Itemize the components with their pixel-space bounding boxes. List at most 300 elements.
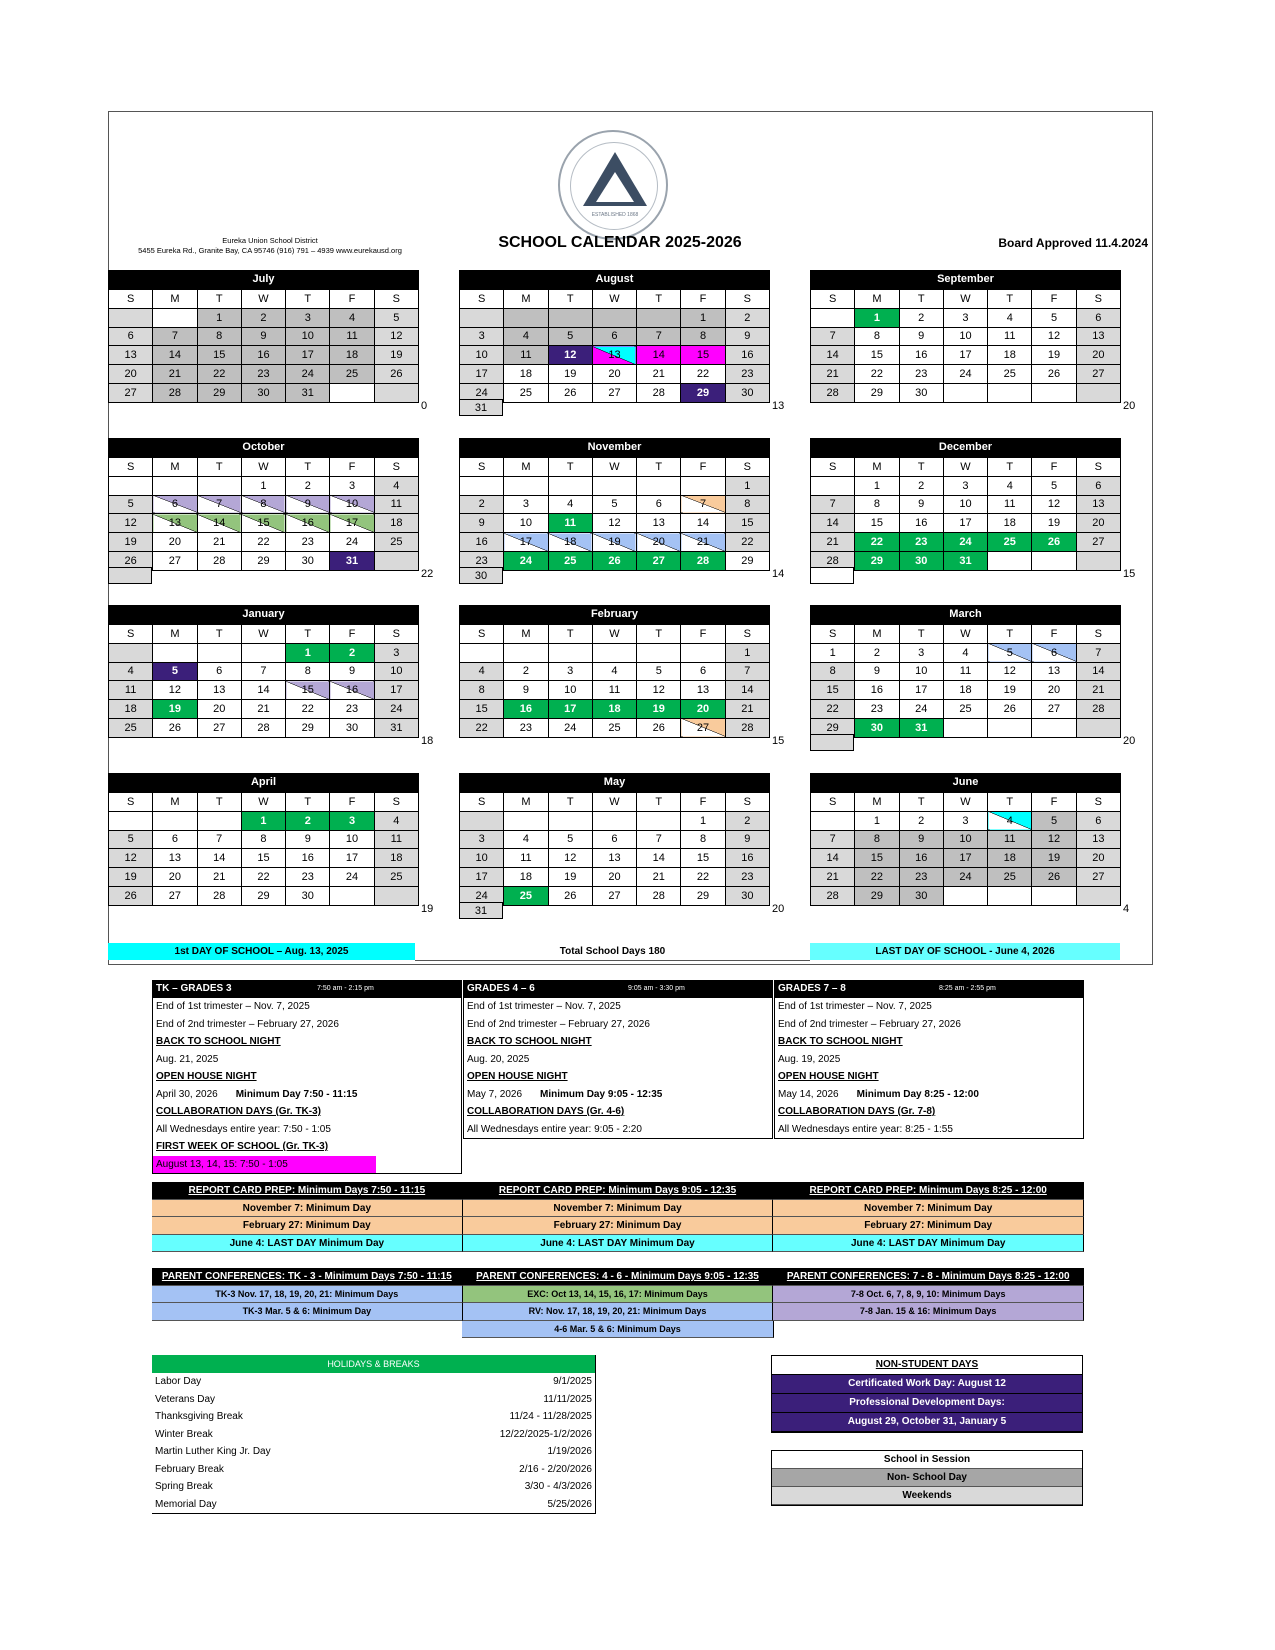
logo-established: ESTABLISHED 1868 [591, 212, 639, 218]
weekday-header: S [1076, 793, 1120, 812]
day-number: 11 [608, 684, 621, 697]
grade-section-heading [153, 1033, 461, 1051]
day-number: 9 [304, 833, 311, 846]
grade-section-heading [153, 1068, 461, 1086]
report-card-cell: June 4: LAST DAY Minimum Day [773, 1235, 1084, 1253]
day-cell [330, 681, 374, 700]
day-cell [460, 533, 504, 552]
day-number: 28 [741, 721, 754, 734]
day-number: 2 [873, 646, 880, 659]
day-cell [241, 365, 285, 384]
day-number: 18 [1003, 349, 1016, 362]
day-cell [1076, 495, 1120, 514]
day-cell [592, 533, 636, 552]
day-cell [725, 811, 769, 830]
day-number: 30 [301, 554, 314, 567]
day-number: 14 [213, 517, 226, 530]
holiday-name: Veterans Day [155, 1393, 216, 1405]
day-cell [681, 830, 725, 849]
day-cell [241, 700, 285, 719]
holiday-name: Spring Break [155, 1481, 213, 1492]
day-cell [811, 383, 855, 402]
day-cell [855, 551, 899, 570]
day-cell [681, 849, 725, 868]
grade-info-line [775, 998, 1083, 1016]
weekday-header: S [811, 290, 855, 309]
day-number: 23 [741, 871, 754, 884]
day-cell [460, 681, 504, 700]
day-cell [197, 365, 241, 384]
day-cell [1076, 643, 1120, 662]
day-cell [681, 811, 725, 830]
day-cell [811, 811, 855, 830]
day-cell [592, 681, 636, 700]
day-cell [286, 886, 330, 905]
day-cell [592, 365, 636, 384]
grade-line-text: OPEN HOUSE NIGHT [467, 1071, 568, 1082]
day-cell [855, 811, 899, 830]
day-cell [681, 662, 725, 681]
day-cell [504, 327, 548, 346]
day-number: 15 [870, 852, 884, 865]
day-cell [504, 514, 548, 533]
day-cell [637, 365, 681, 384]
grade-section-heading [464, 1033, 772, 1051]
day-number: 24 [959, 536, 972, 549]
grade-info-line [775, 1086, 1083, 1104]
day-cell [855, 868, 899, 887]
weekday-header: T [637, 458, 681, 477]
day-cell [548, 718, 592, 737]
day-cell [681, 327, 725, 346]
day-number: 2 [522, 665, 529, 678]
day-number: 26 [1047, 536, 1061, 549]
day-number: 26 [652, 721, 665, 734]
legend-non-school-day: Non- School Day [772, 1469, 1082, 1487]
day-cell [899, 681, 943, 700]
month-july [108, 270, 419, 403]
day-cell [197, 830, 241, 849]
day-number: 17 [915, 684, 928, 697]
day-number: 16 [741, 852, 754, 865]
day-cell [637, 830, 681, 849]
day-number: 9 [348, 665, 356, 678]
weekday-header: T [286, 458, 330, 477]
day-number: 2 [260, 311, 267, 324]
weekday-header: M [153, 625, 197, 644]
day-cell [241, 383, 285, 402]
day-number: 27 [1047, 703, 1061, 716]
day-cell [988, 365, 1032, 384]
day-cell [330, 383, 374, 402]
district-info [120, 236, 420, 256]
day-number: 22 [257, 536, 270, 549]
conference-header: PARENT CONFERENCES: TK - 3 - Minimum Days 7:50 - 11:15 [152, 1268, 463, 1286]
grade-info-line [153, 1016, 461, 1034]
day-cell [811, 868, 855, 887]
day-number: 24 [915, 703, 928, 716]
day-number: 23 [301, 871, 314, 884]
day-number: 31 [301, 386, 314, 399]
day-cell [153, 383, 197, 402]
month-school-day-count: 14 [772, 568, 785, 580]
day-cell [1076, 533, 1120, 552]
day-cell [1032, 346, 1076, 365]
day-number: 23 [519, 721, 533, 734]
day-cell [197, 718, 241, 737]
day-cell [681, 551, 725, 570]
weekday-header: M [504, 458, 548, 477]
day-number: 23 [915, 536, 928, 549]
grade-column [463, 980, 773, 1139]
day-number: 30 [915, 554, 928, 567]
day-number: 5 [393, 311, 400, 324]
grade-line-text: All Wednesdays entire year: 9:05 - 2:20 [467, 1123, 642, 1135]
weekday-header: S [374, 793, 418, 812]
month-may [459, 773, 770, 906]
day-number: 29 [257, 554, 270, 567]
day-number: 28 [1092, 703, 1105, 716]
day-number: 26 [390, 368, 403, 381]
day-number: 10 [345, 833, 359, 846]
grade-line-text: End of 2nd trimester – February 27, 2026 [156, 1018, 339, 1030]
day-cell [504, 383, 548, 402]
day-cell [109, 830, 153, 849]
day-number: 27 [213, 721, 226, 734]
day-cell [241, 718, 285, 737]
day-cell [1032, 718, 1076, 737]
day-number: 4 [611, 665, 618, 678]
grade-column [774, 980, 1084, 1139]
day-number: 6 [1050, 646, 1058, 659]
day-number: 25 [1003, 368, 1016, 381]
day-cell [943, 849, 987, 868]
day-number: 2 [348, 646, 356, 659]
day-cell [943, 662, 987, 681]
day-number: 29 [213, 386, 226, 399]
weekday-header: F [330, 793, 374, 812]
day-cell [286, 383, 330, 402]
grade-info-line [153, 1156, 376, 1174]
day-number: 9 [918, 498, 925, 511]
day-cell [460, 327, 504, 346]
day-cell [548, 886, 592, 905]
day-number: 20 [1047, 684, 1061, 697]
day-cell [241, 551, 285, 570]
day-cell [725, 643, 769, 662]
grade-line-text: August 13, 14, 15: 7:50 - 1:05 [156, 1158, 288, 1170]
day-cell [1076, 383, 1120, 402]
day-cell [681, 476, 725, 495]
day-number: 10 [475, 349, 488, 362]
day-number: 24 [345, 536, 359, 549]
weekday-header: M [504, 793, 548, 812]
day-number: 3 [918, 646, 925, 659]
day-cell [548, 383, 592, 402]
day-cell [374, 551, 418, 570]
day-cell [1032, 308, 1076, 327]
day-cell [197, 811, 241, 830]
holiday-name: February Break [155, 1463, 224, 1475]
legend-weekends: Weekends [772, 1487, 1082, 1505]
day-number: 11 [390, 498, 403, 511]
day-cell [197, 849, 241, 868]
day-cell [197, 643, 241, 662]
day-number: 27 [608, 386, 621, 399]
month-title: March [810, 605, 1121, 624]
day-cell [988, 662, 1032, 681]
day-cell [943, 383, 987, 402]
day-cell [855, 383, 899, 402]
day-number: 27 [1092, 368, 1105, 381]
report-card-header: REPORT CARD PREP: Minimum Days 7:50 - 11:15 [152, 1182, 463, 1200]
day-number: 21 [652, 368, 665, 381]
day-number: 13 [124, 349, 137, 362]
day-cell [943, 327, 987, 346]
day-cell [637, 811, 681, 830]
day-number: 6 [699, 665, 707, 678]
day-number: 27 [168, 554, 182, 567]
day-cell [1032, 643, 1076, 662]
day-number: 9 [918, 833, 925, 846]
day-cell [374, 514, 418, 533]
day-number: 12 [1003, 665, 1016, 678]
grade-info-line [464, 1121, 772, 1139]
conference-cell: TK-3 Mar. 5 & 6: Minimum Day [152, 1303, 463, 1321]
day-cell [855, 886, 899, 905]
grade-line-text: COLLABORATION DAYS (Gr. 7-8) [778, 1106, 936, 1117]
day-number: 17 [519, 536, 533, 549]
day-cell [109, 514, 153, 533]
day-number: 24 [959, 871, 972, 884]
grade-hours: 8:25 am - 2:55 pm [939, 985, 996, 992]
day-cell [855, 327, 899, 346]
day-number: 4 [1006, 479, 1013, 492]
day-cell [460, 811, 504, 830]
day-number: 3 [962, 311, 969, 324]
day-cell [725, 308, 769, 327]
grade-line-text: COLLABORATION DAYS (Gr. TK-3) [156, 1106, 322, 1117]
day-cell [637, 643, 681, 662]
day-cell [504, 495, 548, 514]
day-number: 29 [696, 386, 710, 399]
day-number: 7 [655, 330, 662, 343]
day-number: 8 [829, 665, 836, 678]
day-cell [504, 346, 548, 365]
day-cell [286, 718, 330, 737]
day-number: 12 [652, 684, 665, 697]
weekday-header: T [637, 793, 681, 812]
weekday-header: M [855, 793, 899, 812]
day-cell [460, 308, 504, 327]
parent-conferences-section [152, 1268, 1084, 1338]
grade-line-text: May 7, 2026 [467, 1088, 523, 1100]
day-cell [109, 868, 153, 887]
day-cell [153, 346, 197, 365]
day-cell [241, 346, 285, 365]
weekday-header: W [592, 793, 636, 812]
day-number: 18 [345, 349, 359, 362]
day-cell [460, 346, 504, 365]
day-cell [681, 308, 725, 327]
grade-section-heading [775, 1033, 1083, 1051]
day-cell [374, 681, 418, 700]
day-cell [1076, 365, 1120, 384]
day-cell [109, 365, 153, 384]
grade-info-line [464, 1086, 772, 1104]
day-cell [855, 718, 899, 737]
day-cell [1076, 346, 1120, 365]
grade-info-line [775, 1051, 1083, 1069]
day-cell [330, 346, 374, 365]
weekday-header: T [899, 290, 943, 309]
day-number: 17 [959, 852, 972, 865]
day-cell [725, 476, 769, 495]
day-number: 27 [608, 889, 621, 902]
day-cell [681, 533, 725, 552]
day-cell [241, 514, 285, 533]
day-number: 12 [390, 330, 403, 343]
day-cell [1076, 811, 1120, 830]
month-school-day-count: 0 [421, 400, 428, 412]
weekday-header: F [330, 458, 374, 477]
day-cell [899, 886, 943, 905]
day-cell [725, 700, 769, 719]
holiday-row [152, 1496, 595, 1514]
day-cell [1032, 327, 1076, 346]
month-title: September [810, 270, 1121, 289]
day-cell [504, 700, 548, 719]
day-number: 21 [1092, 684, 1105, 697]
month-january [108, 605, 419, 738]
day-cell [153, 551, 197, 570]
day-number: 20 [168, 871, 182, 884]
day-number: 30 [741, 386, 754, 399]
day-cell [504, 830, 548, 849]
day-number: 20 [124, 368, 137, 381]
weekday-header: W [943, 625, 987, 644]
day-cell [725, 849, 769, 868]
day-cell [725, 551, 769, 570]
day-cell [592, 886, 636, 905]
day-number: 21 [826, 871, 839, 884]
day-cell [460, 849, 504, 868]
day-number: 25 [564, 554, 577, 567]
overflow-day-cell: 30 [459, 567, 503, 584]
day-cell [1032, 811, 1076, 830]
day-number: 28 [696, 554, 710, 567]
weekday-header: S [460, 290, 504, 309]
day-number: 9 [478, 517, 485, 530]
day-cell [374, 308, 418, 327]
day-cell [637, 868, 681, 887]
day-number: 27 [1092, 536, 1105, 549]
day-number: 23 [915, 368, 928, 381]
day-number: 21 [741, 703, 754, 716]
day-number: 3 [962, 814, 969, 827]
day-cell [637, 476, 681, 495]
day-number: 5 [127, 833, 134, 846]
day-cell [374, 533, 418, 552]
day-cell [637, 383, 681, 402]
day-cell [197, 868, 241, 887]
day-number: 11 [346, 330, 358, 343]
day-cell [988, 551, 1032, 570]
district-name: Eureka Union School District [222, 236, 318, 245]
day-number: 20 [696, 703, 710, 716]
weekday-header: F [330, 290, 374, 309]
day-cell [330, 830, 374, 849]
day-number: 22 [870, 536, 884, 549]
day-number: 24 [519, 554, 533, 567]
day-number: 15 [696, 349, 710, 362]
grade-section-heading [775, 1103, 1083, 1121]
day-cell [681, 495, 725, 514]
day-cell [504, 643, 548, 662]
day-cell [460, 514, 504, 533]
weekday-header: M [153, 290, 197, 309]
day-number: 1 [216, 311, 223, 324]
day-cell [681, 681, 725, 700]
day-number: 23 [475, 554, 488, 567]
weekday-header: T [899, 458, 943, 477]
non-student-line: August 29, October 31, January 5 [772, 1413, 1082, 1432]
month-title: July [108, 270, 419, 289]
day-number: 20 [652, 536, 665, 549]
minimum-day-text: Minimum Day 9:05 - 12:35 [540, 1088, 663, 1100]
day-number: 2 [918, 311, 925, 324]
day-cell [241, 495, 285, 514]
weekday-header: S [109, 290, 153, 309]
day-cell [725, 830, 769, 849]
day-cell [548, 533, 592, 552]
day-cell [286, 681, 330, 700]
day-number: 25 [1003, 871, 1016, 884]
day-cell [725, 533, 769, 552]
day-number: 17 [564, 703, 577, 716]
day-number: 13 [608, 852, 621, 865]
holidays-title: HOLIDAYS & BREAKS [152, 1355, 595, 1373]
day-number: 28 [213, 554, 226, 567]
day-number: 14 [741, 684, 754, 697]
day-number: 11 [520, 852, 532, 865]
grade-line-text: OPEN HOUSE NIGHT [778, 1071, 879, 1082]
day-number: 14 [652, 852, 665, 865]
day-number: 19 [608, 536, 621, 549]
day-cell [811, 533, 855, 552]
day-cell [153, 849, 197, 868]
day-cell [681, 868, 725, 887]
day-number: 26 [564, 386, 577, 399]
day-cell [197, 346, 241, 365]
day-cell [286, 346, 330, 365]
month-school-day-count: 20 [772, 903, 785, 915]
day-cell [681, 643, 725, 662]
day-number: 7 [829, 498, 836, 511]
day-cell [330, 476, 374, 495]
day-cell [241, 811, 285, 830]
day-cell [109, 495, 153, 514]
day-number: 5 [1050, 311, 1058, 324]
day-number: 7 [171, 330, 178, 343]
day-cell [855, 495, 899, 514]
day-cell [374, 886, 418, 905]
day-number: 2 [918, 479, 925, 492]
day-number: 15 [213, 349, 226, 362]
day-number: 28 [826, 554, 839, 567]
day-cell [153, 662, 197, 681]
day-number: 18 [390, 852, 403, 865]
